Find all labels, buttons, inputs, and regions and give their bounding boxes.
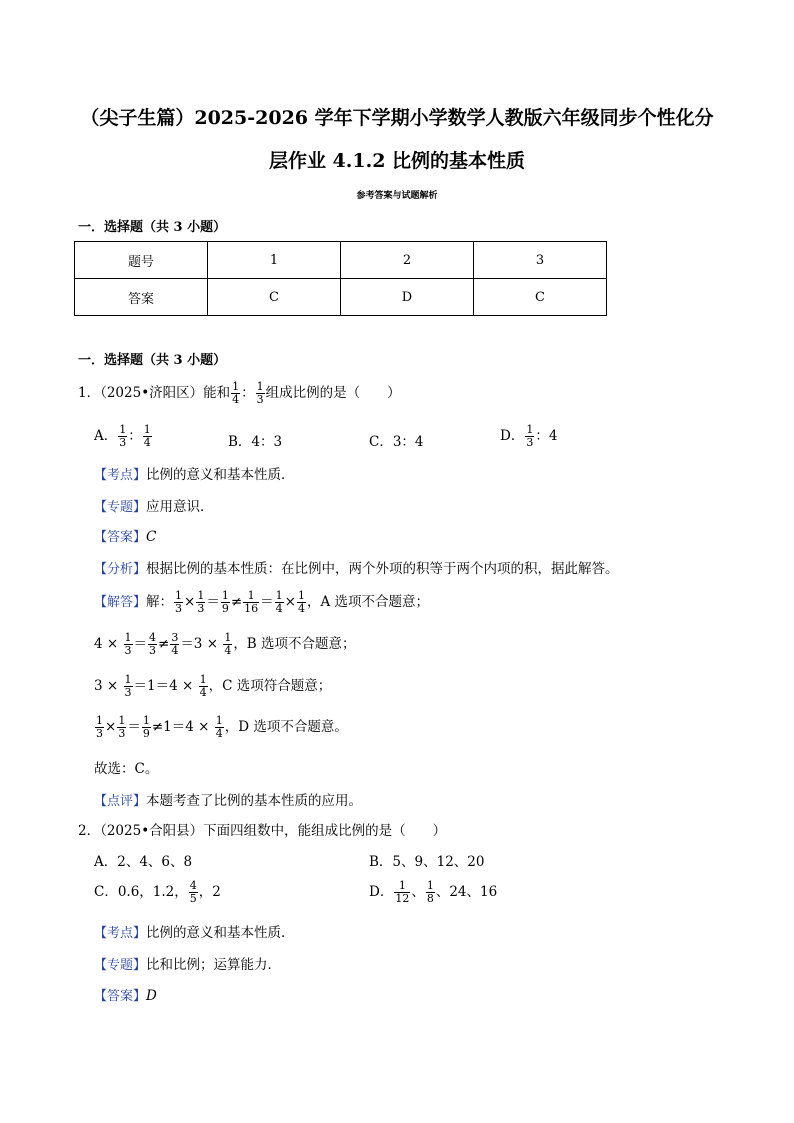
q2-answer: 【答案】D bbox=[94, 988, 157, 1004]
q1-option-d: D． $\frac{1}{3}$ ：4 bbox=[500, 423, 558, 449]
q1-analysis: 【分析】根据比例的基本性质：在比例中，两个外项的积等于两个内项的积，据此解答。 bbox=[94, 561, 619, 577]
q1-answer: 【答案】C bbox=[94, 529, 157, 545]
q2-option-b: B．5、9、12、20 bbox=[369, 854, 485, 870]
answer-table bbox=[74, 241, 607, 316]
document-title-line-2: 层作业 4.1.2 比例的基本性质 bbox=[268, 150, 526, 172]
table-cell: C bbox=[474, 279, 607, 316]
table-cell: C bbox=[208, 279, 341, 316]
q1-solution-line-3: 3 × $\frac{1}{3}$ ＝1＝4 × $\frac{1}{4}$ ，C 选项符合题意； bbox=[94, 673, 332, 699]
q2-stem: 2．（2025•合阳县）下面四组数中，能组成比例的是（ ） bbox=[78, 823, 447, 839]
q1-option-c: C．3：4 bbox=[369, 434, 424, 450]
q1-kaodian: 【考点】比例的意义和基本性质． bbox=[94, 467, 295, 483]
q1-option-b: B．4：3 bbox=[228, 434, 283, 450]
table-cell: 题号 bbox=[75, 242, 208, 279]
answer-section-heading: 一．选择题（共 3 小题） bbox=[78, 220, 227, 235]
table-cell: 3 bbox=[474, 242, 607, 279]
q2-option-a: A．2、4、6、8 bbox=[94, 854, 193, 870]
table-cell: 答案 bbox=[75, 279, 208, 316]
table-cell: 1 bbox=[208, 242, 341, 279]
q2-option-d: D． $\frac{1}{12}$ 、 $\frac{1}{8}$ 、24、16 bbox=[369, 879, 498, 905]
table-row bbox=[75, 242, 607, 279]
q2-zhuanti: 【专题】比和比例；运算能力． bbox=[94, 957, 282, 973]
q2-kaodian: 【考点】比例的意义和基本性质． bbox=[94, 925, 295, 941]
q1-comment: 【点评】本题考查了比例的基本性质的应用。 bbox=[94, 793, 363, 809]
table-cell: D bbox=[341, 279, 474, 316]
q1-solution-line-1: 【解答】解： $\frac{1}{3}$ × $\frac{1}{3}$ ＝ $\frac{1}{9}$ ≠ $\frac{1}{16}$ ＝ $\frac{1}{4}$ × $\frac{1}{4}$ ，A 选项不合题意； bbox=[94, 589, 429, 615]
q1-solution-line-2: 4 × $\frac{1}{3}$ ＝ $\frac{4}{3}$ ≠ $\frac{3}{4}$ ＝3 × $\frac{1}{4}$ ，B 选项不合题意； bbox=[94, 631, 356, 657]
q2-option-c: C．0.6，1.2， $\frac{4}{5}$ ，2 bbox=[94, 879, 221, 905]
document-subtitle: 参考答案与试题解析 bbox=[356, 191, 438, 201]
q1-option-a: A． $\frac{1}{3}$ ： $\frac{1}{4}$ bbox=[94, 423, 151, 449]
q1-zhuanti: 【专题】应用意识． bbox=[94, 499, 214, 515]
table-row bbox=[75, 279, 607, 316]
q1-stem: 1．（2025•济阳区）能和 $\frac{1}{4}$ ： $\frac{1}{3}$ 组成比例的是（ ） bbox=[78, 380, 401, 406]
table-cell: 2 bbox=[341, 242, 474, 279]
document-title-line-1: （尖子生篇）2025-2026 学年下学期小学数学人教版六年级同步个性化分 bbox=[80, 107, 714, 129]
q1-solution-line-4: $\frac{1}{3}$ × $\frac{1}{3}$ ＝ $\frac{1}{9}$ ≠1＝4 × $\frac{1}{4}$ ，D 选项不合题意。 bbox=[96, 714, 348, 740]
question-section-heading: 一．选择题（共 3 小题） bbox=[78, 353, 227, 368]
q1-conclusion: 故选：C。 bbox=[94, 761, 159, 777]
